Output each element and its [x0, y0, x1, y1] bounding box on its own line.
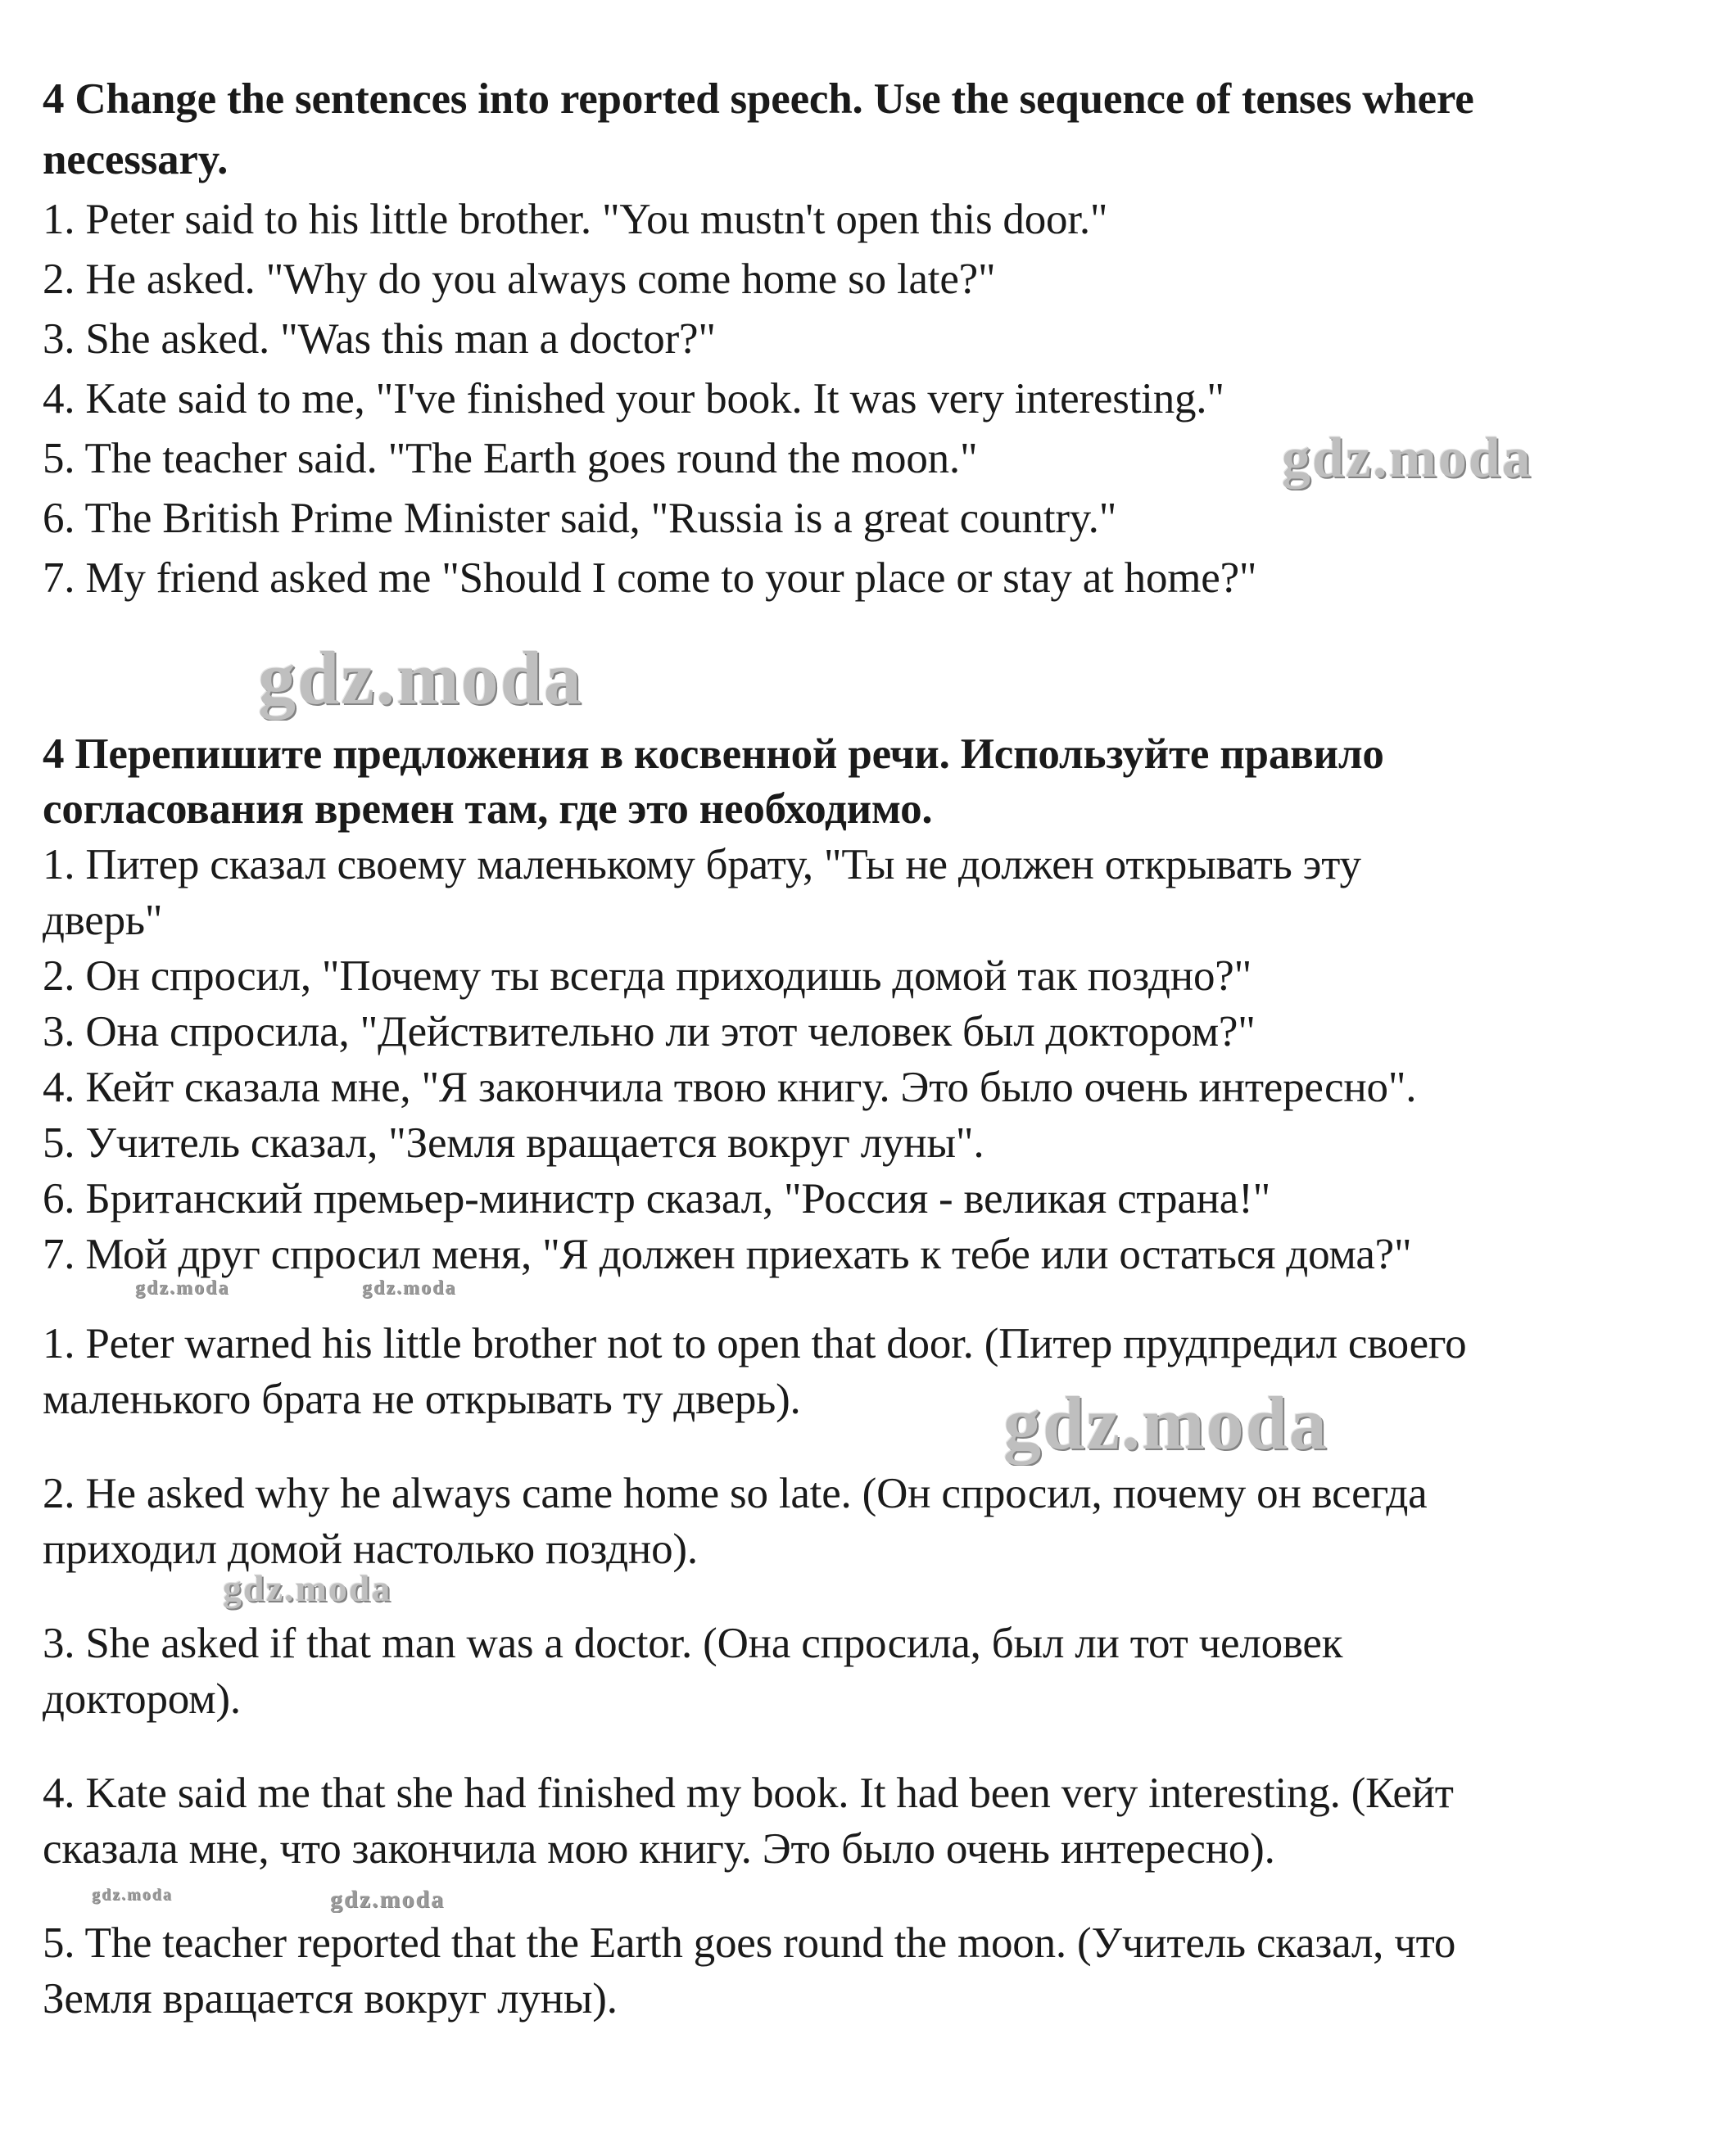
task-ru-item: 2. Он спросил, "Почему ты всегда приходишь домой так поздно?": [43, 952, 1252, 1000]
watermark: gdz.moda: [1282, 427, 1532, 490]
answer-line: 1. Peter warned his little brother not to open that door. (Питер прудпредил своего: [43, 1320, 1467, 1367]
answer-line: сказала мне, что закончила мою книгу. Это было очень интересно).: [43, 1825, 1275, 1873]
task-ru-item: 4. Кейт сказала мне, "Я закончила твою книгу. Это было очень интересно".: [43, 1064, 1417, 1111]
watermark: gdz.moda: [92, 1886, 173, 1904]
answer-line: Земля вращается вокруг луны).: [43, 1975, 618, 2023]
task-ru-item: дверь": [43, 897, 163, 944]
task-ru-heading-line1: 4 Перепишите предложения в косвенной речи. Используйте правило: [43, 730, 1384, 778]
task-en-item: 3. She asked. "Was this man a doctor?": [43, 315, 716, 363]
task-ru-item: 6. Британский премьер-министр сказал, "Россия - великая страна!": [43, 1175, 1271, 1223]
task-en-item: 7. My friend asked me "Should I come to your place or stay at home?": [43, 554, 1257, 602]
watermark: gdz.moda: [258, 636, 583, 720]
task-en-item: 1. Peter said to his little brother. "You mustn't open this door.": [43, 196, 1108, 243]
task-en-item: 2. He asked. "Why do you always come home so late?": [43, 255, 996, 303]
watermark: gdz.moda: [135, 1277, 230, 1299]
answer-line: маленького брата не открывать ту дверь).: [43, 1376, 801, 1423]
watermark: gdz.moda: [362, 1277, 457, 1299]
answer-line: 5. The teacher reported that the Earth goes round the moon. (Учитель сказал, что: [43, 1919, 1456, 1967]
answer-line: 4. Kate said me that she had finished my book. It had been very interesting. (Кейт: [43, 1770, 1454, 1817]
task-ru-item: 7. Мой друг спросил меня, "Я должен приехать к тебе или остаться дома?": [43, 1231, 1412, 1278]
watermark: gdz.moda: [1003, 1381, 1328, 1465]
watermark: gdz.moda: [330, 1886, 446, 1913]
task-en-item: 6. The British Prime Minister said, "Russia is a great country.": [43, 495, 1117, 542]
task-en-heading-line2: necessary.: [43, 136, 229, 183]
answer-line: 2. He asked why he always came home so late. (Он спросил, почему он всегда: [43, 1470, 1428, 1517]
answer-line: приходил домой настолько поздно).: [43, 1525, 698, 1573]
answer-line: доктором).: [43, 1675, 241, 1723]
task-ru-item: 5. Учитель сказал, "Земля вращается вокруг луны".: [43, 1119, 984, 1167]
task-en-item: 5. The teacher said. "The Earth goes round the moon.": [43, 435, 978, 482]
answer-line: 3. She asked if that man was a doctor. (Она спросила, был ли тот человек: [43, 1620, 1343, 1667]
watermark: gdz.moda: [223, 1567, 392, 1609]
task-en-heading-line1: 4 Change the sentences into reported speech. Use the sequence of tenses where: [43, 75, 1474, 123]
task-ru-item: 1. Питер сказал своему маленькому брату, "Ты не должен открывать эту: [43, 841, 1361, 888]
task-ru-item: 3. Она спросила, "Действительно ли этот человек был доктором?": [43, 1008, 1256, 1055]
task-ru-heading-line2: согласования времен там, где это необходимо.: [43, 785, 933, 833]
task-en-item: 4. Kate said to me, "I've finished your book. It was very interesting.": [43, 375, 1224, 423]
